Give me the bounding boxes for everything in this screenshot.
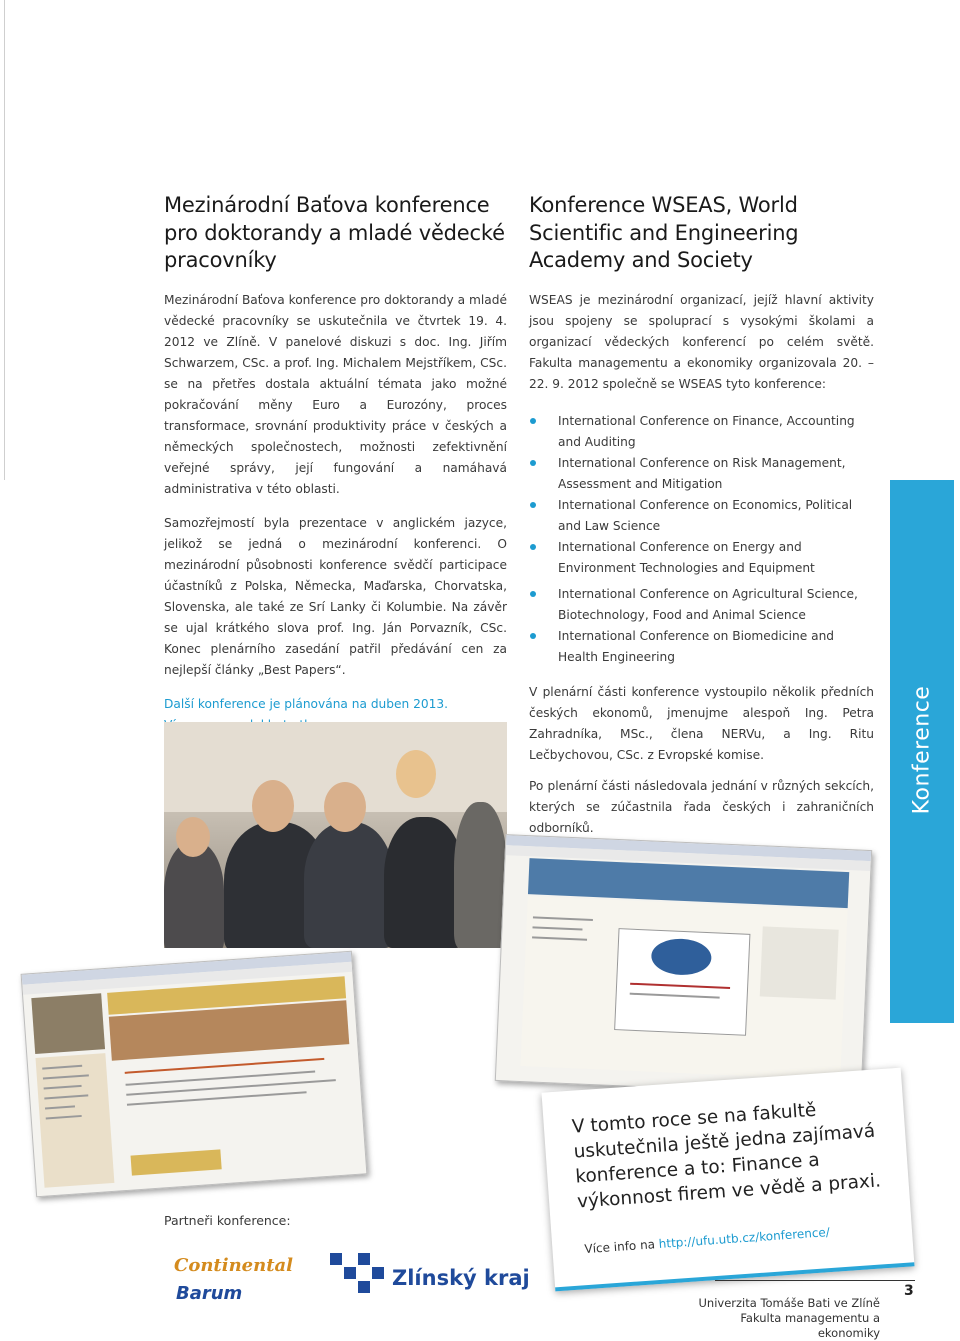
dokbat-website-screenshot (21, 951, 368, 1198)
photo-person (164, 842, 224, 948)
left-paragraph-2: Samozřejmostí byla prezentace v anglickém jazyce, jelikož se jedná o mezinárodní konferenci. O mezinárodní působnosti konference svědčí participace účastníků z Polska, Německa, Maďarska, Chorvatska, Slovenska, ale také ze Srí Lanky či Kolumbie. Na závěr se ujal krátkého slova prof. Ing. Ján Porvazník, CSc. Konec plenárního zasedání patřil předávání cen za nejlepší články „Best Papers“. (164, 515, 507, 677)
left-article (164, 192, 507, 736)
page-number: 3 (904, 1283, 914, 1299)
list-item (529, 453, 874, 495)
photo-person-head (396, 750, 436, 798)
faa-website-screenshot (495, 834, 872, 1097)
conference-photo (164, 722, 507, 948)
promo-info-prefix: Více info na (584, 1237, 660, 1257)
title-line: pracovníky (164, 248, 277, 272)
right-paragraph-2: V plenární části konference vystoupilo několik předních českých ekonomů, jmenujme alespoň Ing. Petra Zahradníka, MSc., člena NERVu, a Ing. Ritu Lečbychovou, CSc. z Evropské komise. (529, 684, 874, 762)
promo-info-link[interactable]: http://ufu.utb.cz/konference/ (658, 1225, 831, 1251)
photo-person (304, 822, 394, 948)
left-paragraph-1: Mezinárodní Baťova konference pro doktorandy a mladé vědecké pracovníky se uskutečnila ve čtvrtek 19. 4. 2012 ve Zlíně. V panelové diskuzi s doc. Ing. Jiřím Schwarzem, CSc. a prof. Ing. Michalem Mejstříkem, CSc. se na přetřes dostala aktuální témata jako možné pokračování měny Euro a Eurozóny, proces transformace, srovnání produktivity práce v českých a německých společnostech, možnosti zefektivnění veřejné správy, její fungování a namáhavá administrativa v této oblasti. (164, 292, 507, 496)
list-item-text: International Conference on Economics, Political and Law Science (558, 497, 853, 533)
photo-person-head (324, 782, 366, 832)
section-tab-rule (890, 1020, 954, 1023)
list-item (529, 411, 874, 453)
list-item-text: International Conference on Finance, Accounting and Auditing (558, 413, 855, 449)
partners-label: Partneři konference: (164, 1213, 291, 1228)
section-tab-label: Konference (909, 685, 935, 815)
bullet-icon (530, 460, 536, 466)
bullet-icon (530, 633, 536, 639)
list-item-text: International Conference on Energy and Environment Technologies and Equipment (558, 539, 815, 575)
photo-person-head (176, 817, 210, 857)
list-item (529, 495, 874, 537)
bullet-icon (530, 418, 536, 424)
list-item (529, 626, 874, 668)
zlinsky-kraj-mark-icon (330, 1253, 388, 1293)
right-intro: WSEAS je mezinárodní organizací, jejíž hlavní aktivity jsou spojeny se spoluprací s vysokými školami a organizací vědeckých konferencí po celém světě. Fakulta managementu a ekonomiky organizovala 20. – 22. 9. 2012 společně se WSEAS tyto konference: (529, 292, 874, 391)
promo-card (541, 1068, 914, 1292)
right-article-title (529, 192, 874, 275)
barum-logo: Barum (176, 1283, 243, 1304)
list-item (529, 584, 874, 626)
section-tab (890, 480, 954, 1020)
footer-faculty: Fakulta managementu a ekonomiky (740, 1311, 880, 1340)
list-item-text: International Conference on Biomedicine and Health Engineering (558, 628, 835, 664)
list-item (529, 537, 874, 579)
continental-logo: Continental (174, 1255, 294, 1276)
right-paragraph-3: Po plenární části následovala jednání v různých sekcích, kterých se zúčastnila řada českých i zahraničních odborníků. (529, 778, 874, 835)
title-line: Konference WSEAS, World (529, 193, 798, 217)
next-conference-date: Další konference je plánována na duben 2013. (164, 696, 449, 711)
bulletin-board (760, 926, 839, 999)
zlinsky-kraj-logo: Zlínský kraj (392, 1266, 530, 1290)
right-article (529, 192, 874, 839)
footer-rule (715, 1280, 915, 1281)
bullet-icon (530, 544, 536, 550)
site-logo-image (31, 993, 105, 1054)
bullet-icon (530, 591, 536, 597)
footer (690, 1296, 880, 1341)
margin-rule (4, 0, 5, 480)
title-line: Mezinárodní Baťova konference (164, 193, 490, 217)
promo-info (584, 1225, 830, 1256)
bullet-icon (530, 502, 536, 508)
left-article-title (164, 192, 507, 275)
title-line: Scientific and Engineering (529, 220, 799, 245)
title-line: Academy and Society (529, 248, 753, 272)
site-sidebar (35, 1053, 114, 1188)
list-item-text: International Conference on Risk Management, Assessment and Mitigation (558, 455, 846, 491)
photo-person (454, 802, 507, 948)
site-date-box (131, 1149, 222, 1175)
footer-university: Univerzita Tomáše Bati ve Zlíně (698, 1296, 880, 1310)
conference-list (529, 411, 874, 668)
photo-person-head (252, 780, 294, 832)
promo-message: V tomto roce se na fakultě uskutečnila ještě jedna zajímavá konference a to: Finance a výkonnost firem ve vědě a praxi. (571, 1099, 882, 1213)
title-line: pro doktorandy a mladé vědecké (164, 220, 505, 245)
list-item-text: International Conference on Agricultural Science, Biotechnology, Food and Animal Science (558, 586, 858, 622)
photo-person (384, 817, 464, 948)
